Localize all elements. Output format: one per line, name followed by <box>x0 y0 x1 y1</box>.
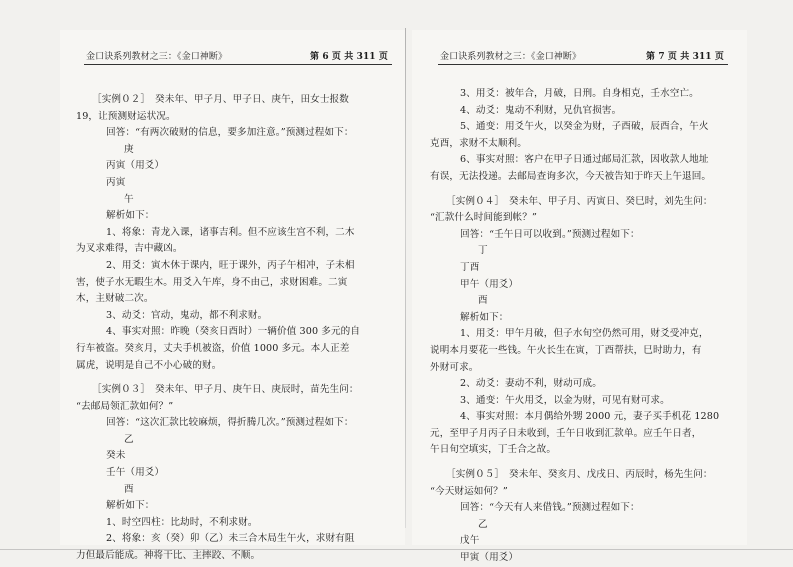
text-line: ［实例０３］ 癸未年、甲子月、庚午日、庚辰时，苗先生问： <box>92 384 359 396</box>
text-line: 回答：“有两次破财的信息，要多加注意。”预测过程如下： <box>106 127 354 139</box>
text-line: 克酉，求财不太顺利。 <box>430 137 527 149</box>
text-line: 回答：“这次汇款比较麻烦，得折腾几次。”预测过程如下： <box>106 417 354 429</box>
text-line: 元，至甲子月丙子日未收到，壬午日收到汇款单。应壬午日者， <box>430 427 702 439</box>
text-line: 丙寅 <box>106 176 126 188</box>
text-line: 4、事实对照：昨晚（癸亥日酉时）一辆价值 300 多元的自 <box>106 326 361 338</box>
text-line: ［实例０５］ 癸未年、癸亥月、戊戌日、丙辰时，杨先生问： <box>446 469 713 481</box>
text-line: 3、用爻：被年合，月破，日刑。自身相克，壬水空亡。 <box>460 88 699 99</box>
text-line: 酉 <box>478 295 488 307</box>
paragraph-gap <box>76 374 392 382</box>
text-line: “汇款什么时间能到帐？” <box>430 212 537 224</box>
text-line: 6、事实对照：客户在甲子日通过邮局汇款，因收款人地址 <box>460 154 709 166</box>
text-line: 2、动爻：妻动不利，财动可成。 <box>460 378 602 390</box>
paragraph-gap <box>430 459 728 467</box>
page-gutter <box>405 28 406 528</box>
text-line: 木，主财破二次。 <box>76 293 154 305</box>
text-line: 戊午 <box>460 535 480 547</box>
text-line: 酉 <box>124 483 134 495</box>
text-line: “去邮局领汇款如何？” <box>76 400 174 412</box>
right-page-number: 第 7 页 共 311 页 <box>645 52 724 62</box>
right-page-header <box>438 50 728 65</box>
left-page-body <box>76 92 392 565</box>
text-line: 4、事实对照：本月偶给外甥 2000 元，妻子买手机花 1280 <box>460 411 720 423</box>
text-line: 3、通变：午火用爻，以金为财，可见有财可求。 <box>460 394 670 406</box>
text-line: 庚 <box>124 143 134 155</box>
text-line: 乙 <box>478 518 488 530</box>
text-line: 甲午（用爻） <box>460 278 519 290</box>
text-line: 丙寅（用爻） <box>106 160 165 172</box>
paragraph-gap <box>430 186 728 194</box>
text-line: 4、动爻：鬼动不利财，兄仇官损害。 <box>460 104 622 116</box>
text-line: 丁 <box>478 245 488 257</box>
text-line: 2、用爻：寅木休于课内，旺于课外，丙子午相冲，子未相 <box>106 259 355 271</box>
text-line: 解析如下： <box>106 500 155 512</box>
text-line: 丁酉 <box>460 261 480 273</box>
left-header-title: 金口诀系列教材之三：《金口神断》 <box>86 52 228 62</box>
text-line: 说明本月要花一些钱。午火长生在寅，丁酉帮扶，巳时助力，有 <box>430 344 702 356</box>
text-line: “今天财运如何？” <box>430 485 508 497</box>
text-line: 解析如下： <box>106 210 155 222</box>
text-line: 19，让预测财运状况。 <box>76 110 176 122</box>
text-line: 壬午（用爻） <box>106 467 165 479</box>
text-line: 1、时空四柱：比劫时，不利求财。 <box>106 516 258 528</box>
text-line: 回答：“壬午日可以收到。”预测过程如下： <box>460 228 640 240</box>
text-line: 甲寅（用爻） <box>460 552 519 564</box>
text-line: ［实例０４］ 癸未年、甲子月、丙寅日、癸巳时，刘先生问： <box>446 195 713 207</box>
text-line: 1、用爻：甲午月破，但子水旬空仍然可用，财爻受冲克， <box>460 328 709 340</box>
text-line: 癸未 <box>106 450 126 462</box>
text-line: 回答：“今天有人来借钱。”预测过程如下： <box>460 502 640 514</box>
left-page-header <box>84 50 392 65</box>
text-line: 1、将象：青龙入课，诸事吉利。但不应该生宫不利，二木 <box>106 226 355 238</box>
text-line: 2、将象：亥（癸）卯（乙）未三合木局生午火，求财有阻 <box>106 533 355 545</box>
text-line: 力但最后能成。神将干比、主摔跤、不顺。 <box>76 550 261 562</box>
right-page-body <box>430 86 728 567</box>
scan-bottom-edge <box>0 549 793 550</box>
text-line: 5、通变：用爻午火，以癸金为财，子酉破，辰酉合，午火 <box>460 121 709 133</box>
left-page <box>76 52 392 562</box>
text-line: 害，使子水无暇生木。用爻入午库，身不由己，求财困难。二寅 <box>76 276 348 288</box>
text-line: 为叉求难得，吉中藏凶。 <box>76 243 183 255</box>
text-line: 有误，无法投递。去邮局查询多次，今天被告知于昨天上午退回。 <box>430 170 712 182</box>
text-line: 3、动爻：官动，鬼动，都不利求财。 <box>106 309 268 321</box>
text-line: 午 <box>124 193 134 205</box>
text-line: 乙 <box>124 433 134 445</box>
text-line: 解析如下： <box>460 311 509 323</box>
left-page-number: 第 6 页 共 311 页 <box>309 52 388 62</box>
text-line: 外财可求。 <box>430 361 479 373</box>
text-line: ［实例０２］ 癸未年、甲子月、甲子日、庚午，田女士报数 <box>92 94 349 105</box>
text-line: 行车被盗。癸亥月，丈夫手机被盗，价值 1000 多元。本人正差 <box>76 342 350 354</box>
right-page <box>430 52 728 564</box>
right-header-title: 金口诀系列教材之三：《金口神断》 <box>440 52 582 62</box>
text-line: 午日旬空填实，丁壬合之故。 <box>430 444 557 456</box>
text-line: 属虎，说明是自己不小心破的财。 <box>76 359 222 371</box>
